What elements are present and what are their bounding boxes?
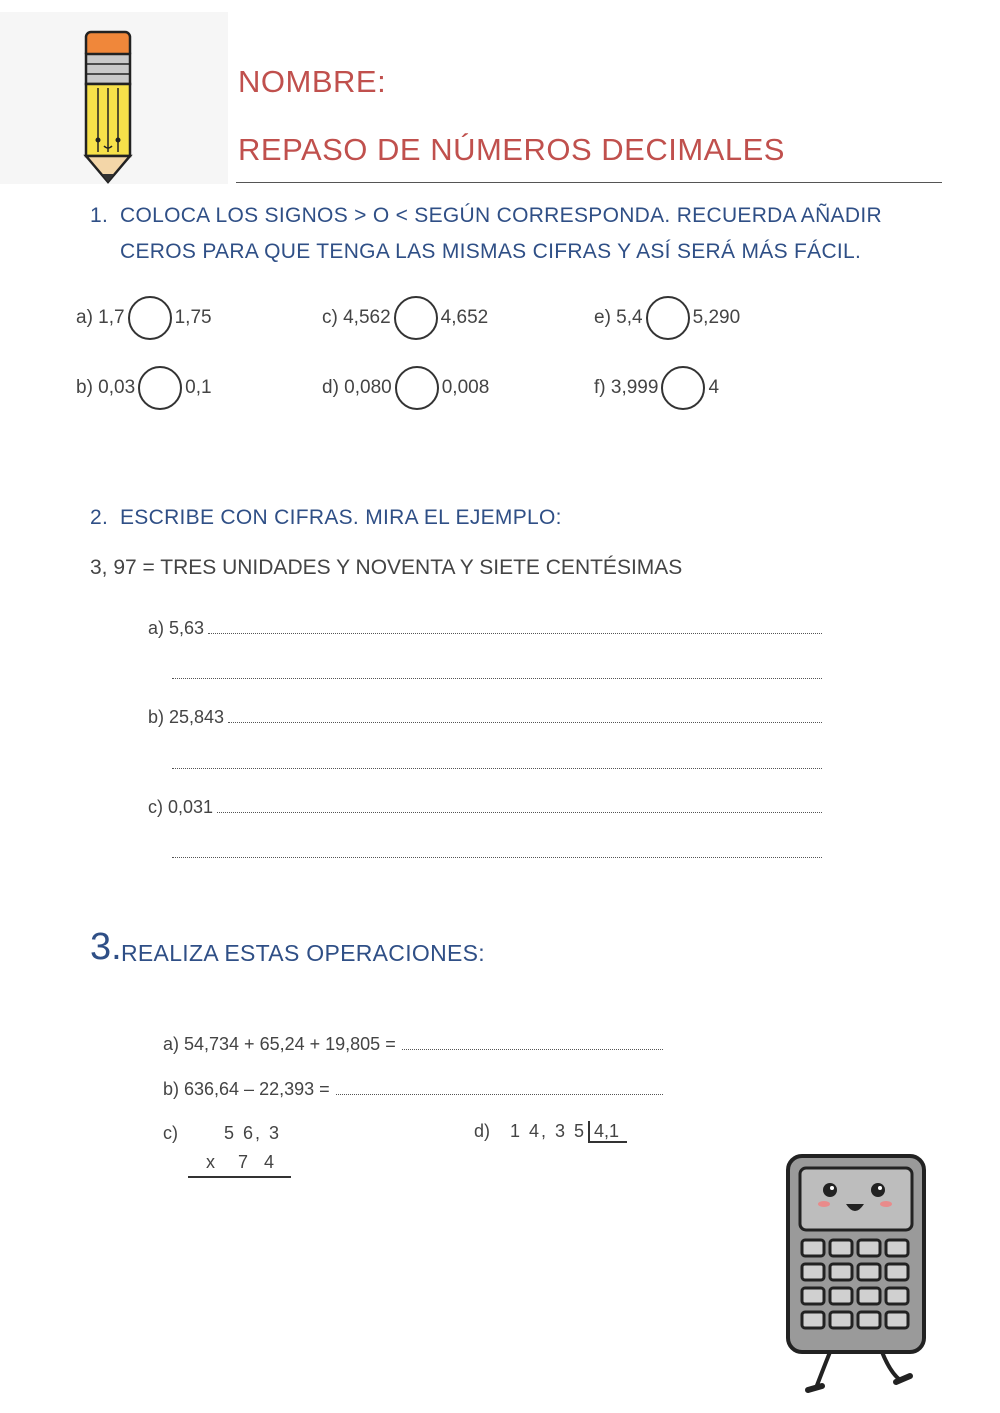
operation-d-label: d) [474, 1121, 491, 1141]
compare-left-value: f) 3,999 [594, 377, 659, 398]
answer-line[interactable] [336, 1079, 663, 1095]
compare-sign-circle[interactable] [661, 366, 705, 410]
compare-right-value: 4 [708, 377, 720, 398]
page-title: REPASO DE NÚMEROS DECIMALES [238, 132, 785, 167]
compare-sign-circle[interactable] [128, 296, 172, 340]
compare-left-value: e) 5,4 [594, 307, 643, 328]
compare-item-d [322, 366, 489, 410]
operation-d-divisor: 4,1 [588, 1121, 627, 1143]
compare-sign-circle[interactable] [646, 296, 690, 340]
compare-item-f [594, 366, 719, 410]
operation-c-label: c) [163, 1123, 178, 1143]
operation-b-text: b) 636,64 – 22,393 = [163, 1079, 330, 1099]
exercise1-instruction-line2: CEROS PARA QUE TENGA LAS MISMAS CIFRAS Y ASÍ SERÁ MÁS FÁCIL. [120, 240, 862, 263]
operation-c-multiplier: x 7 4 [206, 1152, 277, 1172]
answer-line[interactable] [228, 707, 822, 723]
compare-right-value: 0,008 [441, 377, 490, 398]
exercise2-title: ESCRIBE CON CIFRAS. MIRA EL EJEMPLO: [120, 506, 562, 529]
compare-right-value: 1,75 [174, 307, 212, 328]
compare-right-value: 5,290 [692, 307, 741, 328]
answer-line[interactable] [402, 1034, 663, 1050]
compare-item-a [76, 296, 212, 340]
pencil-icon [0, 12, 228, 184]
write-item-label: a) 5,63 [148, 618, 205, 638]
operation-a [163, 1034, 663, 1055]
calculator-icon [760, 1150, 950, 1400]
exercise1-number: 1. [90, 204, 109, 227]
operation-d-dividend: 1 4, 3 5 [510, 1121, 587, 1141]
answer-line[interactable] [172, 857, 822, 858]
compare-left-value: c) 4,562 [322, 307, 391, 328]
compare-sign-circle[interactable] [394, 296, 438, 340]
operation-a-text: a) 54,734 + 65,24 + 19,805 = [163, 1034, 396, 1054]
exercise3-title: REALIZA ESTAS OPERACIONES: [121, 940, 485, 966]
header-divider [236, 182, 942, 183]
compare-left-value: b) 0,03 [76, 377, 136, 398]
compare-right-value: 4,652 [440, 307, 489, 328]
answer-line[interactable] [172, 678, 822, 679]
compare-item-e [594, 296, 740, 340]
write-item-label: c) 0,031 [148, 797, 214, 817]
write-item-c [148, 797, 822, 818]
compare-sign-circle[interactable] [138, 366, 182, 410]
answer-line[interactable] [208, 618, 822, 634]
exercise2-example: 3, 97 = TRES UNIDADES Y NOVENTA Y SIETE CENTÉSIMAS [90, 556, 683, 579]
compare-item-b [76, 366, 212, 410]
operation-c-multiplicand: 5 6, 3 [224, 1123, 282, 1143]
name-label: NOMBRE: [238, 64, 387, 99]
answer-line[interactable] [172, 768, 822, 769]
pencil-illustration-box [0, 12, 228, 184]
exercise1-instruction-line1: COLOCA LOS SIGNOS > O < SEGÚN CORRESPONDA. RECUERDA AÑADIR [120, 204, 882, 227]
write-item-label: b) 25,843 [148, 707, 225, 727]
compare-right-value: 0,1 [185, 377, 212, 398]
exercise2-number: 2. [90, 506, 109, 529]
exercise3-number: 3. [90, 926, 122, 968]
write-item-b [148, 707, 822, 728]
compare-sign-circle[interactable] [395, 366, 439, 410]
compare-item-c [322, 296, 488, 340]
compare-left-value: a) 1,7 [76, 307, 125, 328]
write-item-a [148, 618, 822, 639]
operation-b [163, 1079, 663, 1100]
compare-left-value: d) 0,080 [322, 377, 392, 398]
operation-c-line [188, 1176, 291, 1178]
answer-line[interactable] [217, 797, 822, 813]
